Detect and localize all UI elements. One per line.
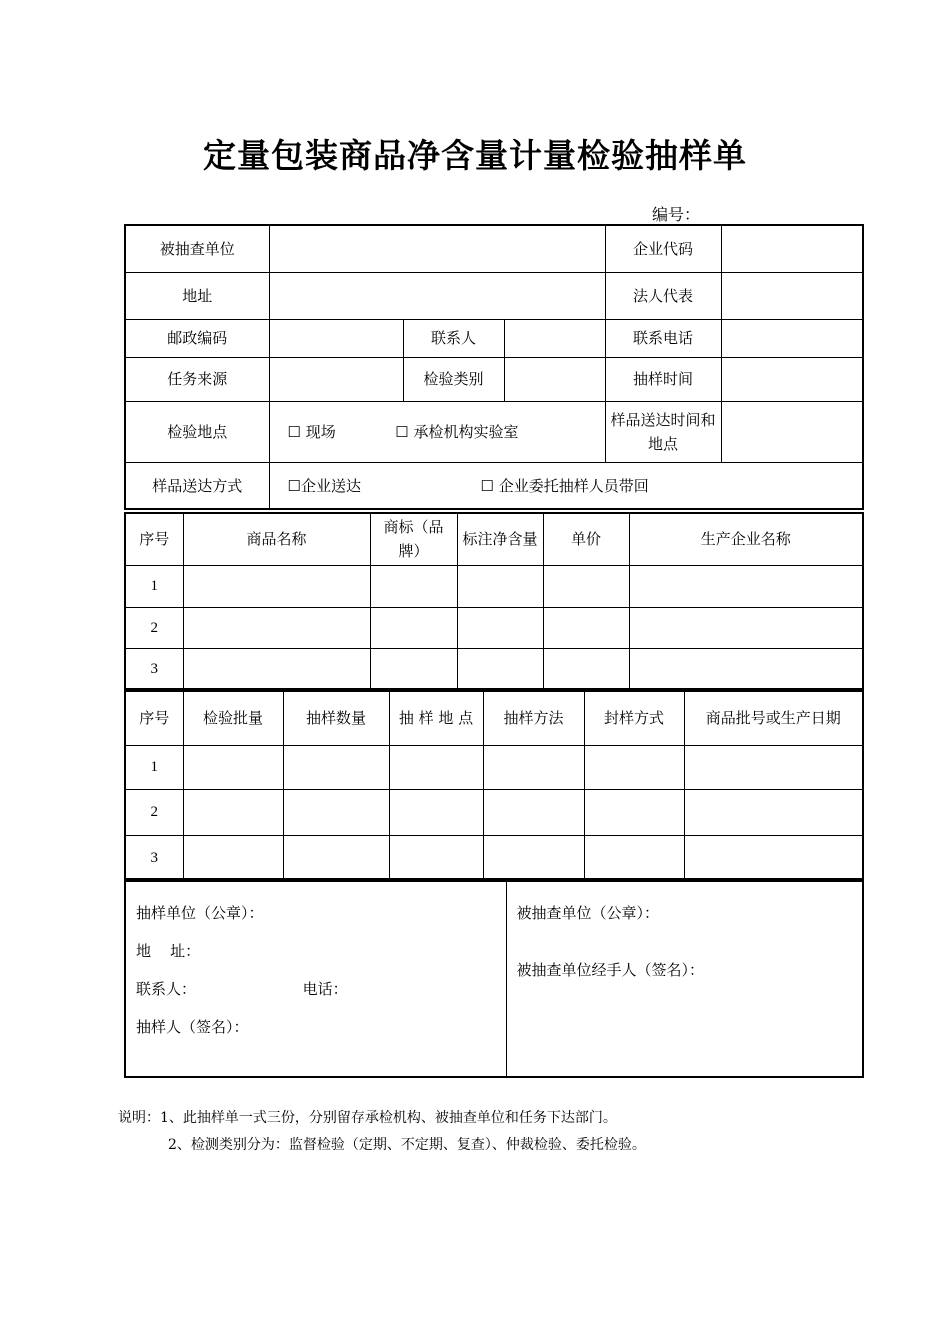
product-section bbox=[124, 512, 864, 690]
legal-rep-label: 法人代表 bbox=[605, 272, 721, 319]
product-name-cell[interactable] bbox=[183, 648, 370, 690]
sampling-unit-block[interactable] bbox=[126, 882, 506, 1076]
note-line-1: 说明：1、此抽样单一式三份，分别留存承检机构、被抽查单位和任务下达部门。 bbox=[118, 1110, 617, 1126]
task-source-field[interactable] bbox=[269, 357, 403, 401]
product-price-cell[interactable] bbox=[543, 607, 629, 648]
sampling-table bbox=[126, 692, 862, 880]
quantity-cell[interactable] bbox=[283, 789, 389, 835]
inspected-unit-block[interactable] bbox=[506, 882, 862, 1076]
product-table bbox=[126, 514, 862, 690]
inspection-type-label: 检验类别 bbox=[403, 357, 504, 401]
batch-cell[interactable] bbox=[183, 835, 283, 880]
postcode-label: 邮政编码 bbox=[126, 319, 269, 357]
product-net-content-cell[interactable] bbox=[457, 607, 543, 648]
sealing-cell[interactable] bbox=[584, 745, 684, 789]
inspected-unit-label: 被抽查单位 bbox=[126, 226, 269, 272]
batch-cell[interactable] bbox=[183, 789, 283, 835]
product-name-cell[interactable] bbox=[183, 565, 370, 607]
table-row bbox=[126, 789, 862, 835]
table-row bbox=[126, 648, 862, 690]
sampling-header-location: 抽 样 地 点 bbox=[389, 692, 483, 745]
inspection-type-field[interactable] bbox=[504, 357, 605, 401]
product-header-brand: 商标（品牌） bbox=[370, 514, 457, 565]
lot-date-cell[interactable] bbox=[684, 789, 862, 835]
product-name-cell[interactable] bbox=[183, 607, 370, 648]
sampling-section bbox=[124, 690, 864, 880]
sampling-header-method: 抽样方法 bbox=[483, 692, 584, 745]
unit-info-table bbox=[126, 226, 862, 510]
address-field[interactable] bbox=[269, 272, 605, 319]
lot-date-cell[interactable] bbox=[684, 745, 862, 789]
row-index: 1 bbox=[126, 565, 183, 607]
location-cell[interactable] bbox=[389, 835, 483, 880]
row-index: 3 bbox=[126, 648, 183, 690]
serial-number-label: 编号： bbox=[652, 205, 701, 224]
product-header-name: 商品名称 bbox=[183, 514, 370, 565]
batch-cell[interactable] bbox=[183, 745, 283, 789]
row-index: 3 bbox=[126, 835, 183, 880]
note-line-2: 2、检测类别分为：监督检验（定期、不定期、复查）、仲裁检验、委托检验。 bbox=[168, 1137, 646, 1153]
row-index: 2 bbox=[126, 607, 183, 648]
sampling-contact-label: 联系人： bbox=[136, 980, 197, 998]
product-brand-cell[interactable] bbox=[370, 607, 457, 648]
option-enterprise-checkbox[interactable]: ☐企业送达 bbox=[287, 477, 361, 496]
sampling-header-quantity: 抽样数量 bbox=[283, 692, 389, 745]
sampling-unit-seal-label: 抽样单位（公章）： bbox=[136, 904, 264, 922]
inspected-handler-signature-label: 被抽查单位经手人（签名）： bbox=[516, 961, 705, 979]
table-row bbox=[126, 745, 862, 789]
task-source-label: 任务来源 bbox=[126, 357, 269, 401]
phone-field[interactable] bbox=[721, 319, 862, 357]
sampling-time-field[interactable] bbox=[721, 357, 862, 401]
product-price-cell[interactable] bbox=[543, 648, 629, 690]
enterprise-code-label: 企业代码 bbox=[605, 226, 721, 272]
sealing-cell[interactable] bbox=[584, 835, 684, 880]
sampling-header-index: 序号 bbox=[126, 692, 183, 745]
unit-info-section bbox=[124, 224, 864, 510]
page-title: 定量包装商品净含量计量检验抽样单 bbox=[203, 136, 747, 175]
product-header-price: 单价 bbox=[543, 514, 629, 565]
inspection-place-label: 检验地点 bbox=[126, 401, 269, 462]
address-label: 地址 bbox=[126, 272, 269, 319]
sampling-header-batch: 检验批量 bbox=[183, 692, 283, 745]
sampling-unit-address-label: 地 址： bbox=[136, 942, 201, 960]
postcode-field[interactable] bbox=[269, 319, 403, 357]
product-manufacturer-cell[interactable] bbox=[629, 565, 862, 607]
signature-section bbox=[124, 880, 864, 1078]
inspected-unit-field[interactable] bbox=[269, 226, 605, 272]
sampling-header-sealing: 封样方式 bbox=[584, 692, 684, 745]
sampler-signature-label: 抽样人（签名）： bbox=[136, 1018, 249, 1036]
sampling-contact-line bbox=[136, 978, 496, 1016]
method-cell[interactable] bbox=[483, 789, 584, 835]
option-entrusted-checkbox[interactable]: ☐ 企业委托抽样人员带回 bbox=[480, 477, 649, 496]
lot-date-cell[interactable] bbox=[684, 835, 862, 880]
table-row bbox=[126, 565, 862, 607]
product-manufacturer-cell[interactable] bbox=[629, 648, 862, 690]
sampling-phone-label: 电话： bbox=[302, 980, 348, 998]
table-row bbox=[126, 835, 862, 880]
quantity-cell[interactable] bbox=[283, 745, 389, 789]
row-index: 1 bbox=[126, 745, 183, 789]
product-header-index: 序号 bbox=[126, 514, 183, 565]
product-brand-cell[interactable] bbox=[370, 648, 457, 690]
sealing-cell[interactable] bbox=[584, 789, 684, 835]
method-cell[interactable] bbox=[483, 745, 584, 789]
location-cell[interactable] bbox=[389, 789, 483, 835]
quantity-cell[interactable] bbox=[283, 835, 389, 880]
product-net-content-cell[interactable] bbox=[457, 648, 543, 690]
product-header-manufacturer: 生产企业名称 bbox=[629, 514, 862, 565]
product-manufacturer-cell[interactable] bbox=[629, 607, 862, 648]
product-price-cell[interactable] bbox=[543, 565, 629, 607]
option-onsite-checkbox[interactable]: ☐ 现场 bbox=[287, 422, 336, 441]
row-index: 2 bbox=[126, 789, 183, 835]
sampling-header-lot-date: 商品批号或生产日期 bbox=[684, 692, 862, 745]
signature-table bbox=[126, 882, 862, 1076]
table-row bbox=[126, 607, 862, 648]
delivery-method-options bbox=[269, 462, 862, 510]
contact-label: 联系人 bbox=[403, 319, 504, 357]
phone-label: 联系电话 bbox=[605, 319, 721, 357]
notes bbox=[118, 1105, 646, 1159]
location-cell[interactable] bbox=[389, 745, 483, 789]
option-lab-checkbox[interactable]: ☐ 承检机构实验室 bbox=[395, 422, 519, 441]
delivery-time-place-label: 样品送达时间和地点 bbox=[605, 401, 721, 462]
inspection-place-options bbox=[269, 401, 605, 462]
product-net-content-cell[interactable] bbox=[457, 565, 543, 607]
enterprise-code-field[interactable] bbox=[721, 226, 862, 272]
legal-rep-field[interactable] bbox=[721, 272, 862, 319]
product-header-net-content: 标注净含量 bbox=[457, 514, 543, 565]
sampling-time-label: 抽样时间 bbox=[605, 357, 721, 401]
product-brand-cell[interactable] bbox=[370, 565, 457, 607]
method-cell[interactable] bbox=[483, 835, 584, 880]
contact-field[interactable] bbox=[504, 319, 605, 357]
inspected-unit-seal-label: 被抽查单位（公章）： bbox=[516, 904, 660, 922]
delivery-time-place-field[interactable] bbox=[721, 401, 862, 462]
delivery-method-label: 样品送达方式 bbox=[126, 462, 269, 510]
